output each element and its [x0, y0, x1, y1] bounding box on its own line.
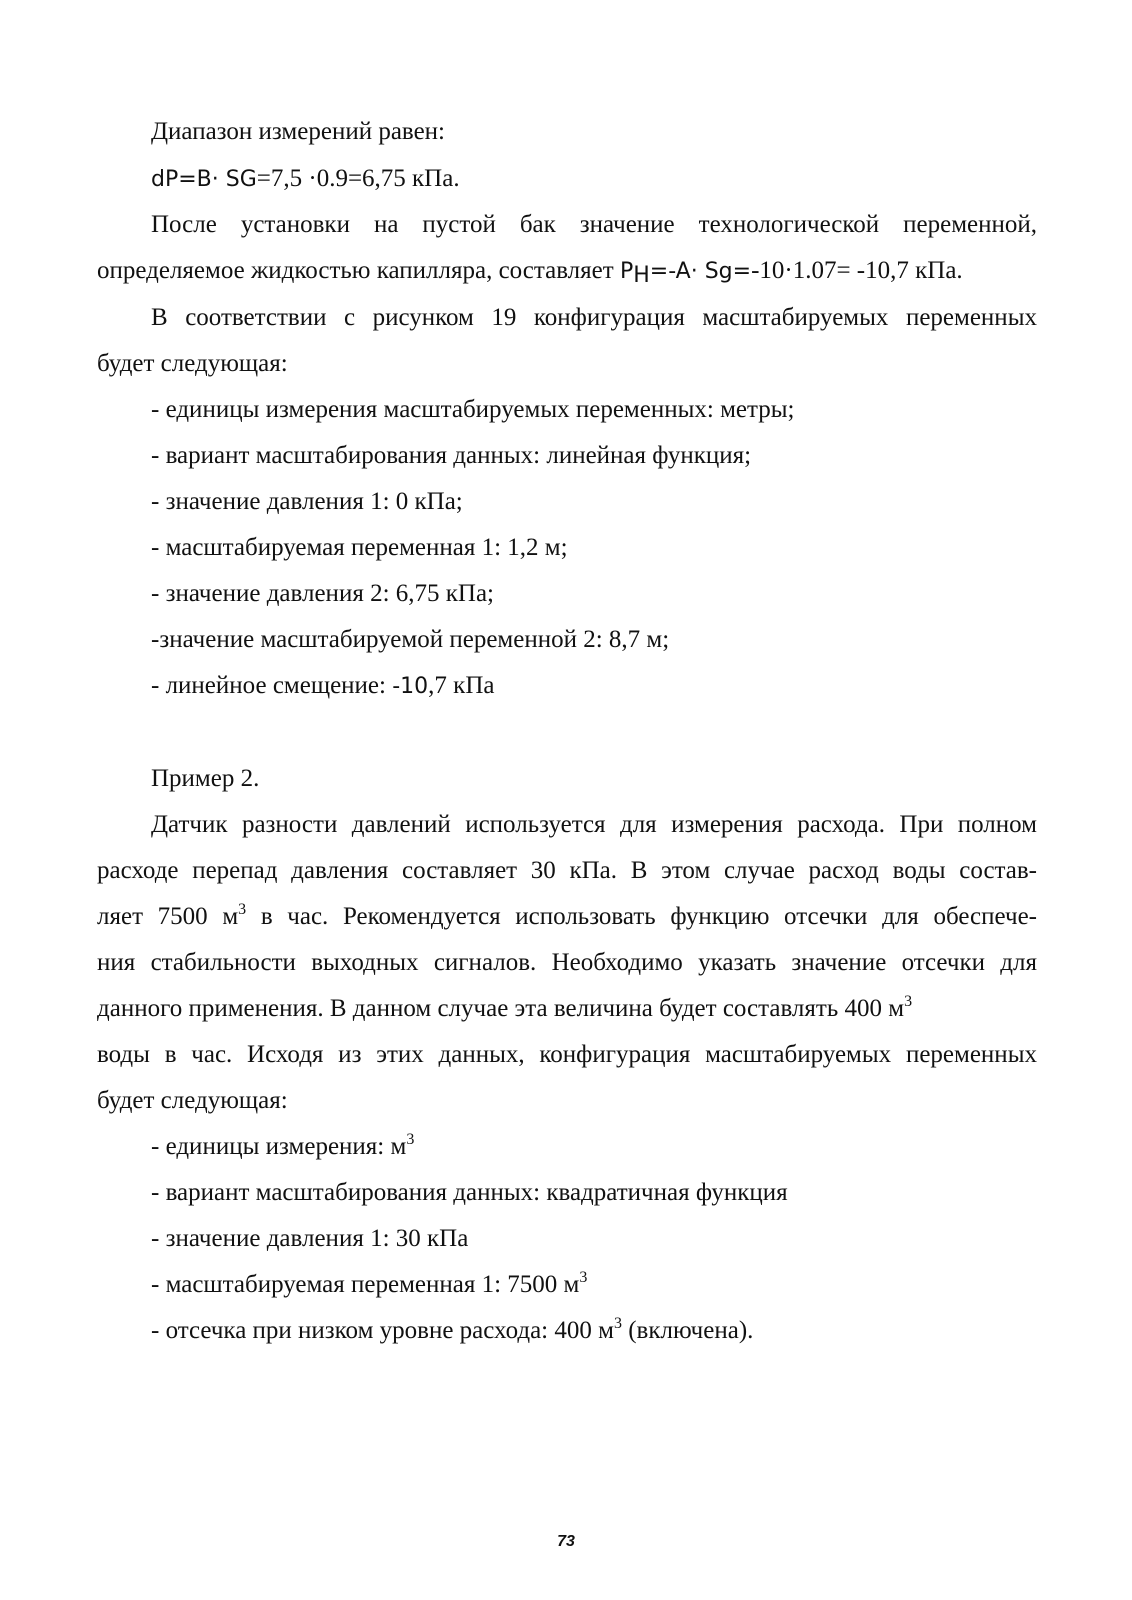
list-item: -значение масштабируемой переменной 2: 8,7 м; [151, 626, 670, 653]
page-number: 73 [557, 1533, 575, 1550]
list-item: - вариант масштабирования данных: квадратичная функция [151, 1179, 788, 1206]
list-item: - значение давления 2: 6,75 кПа; [151, 580, 495, 607]
superscript-3: 3 [904, 993, 913, 1010]
paragraph-line: данного применения. В данном случае эта величина будет составлять 400 $м^3$ [97, 993, 913, 1022]
list-item: - значение давления 1: 0 кПа; [151, 488, 463, 515]
example-heading: Пример 2. [151, 765, 260, 792]
formula-lhs: dP=B· SG [151, 167, 257, 192]
paragraph-line: определяемое жидкостью капилляра, составляет $P_H=-A\cdot Sg=-10\cdot 1.07= -10,7$ кПа. [97, 257, 963, 288]
superscript-3: 3 [579, 1269, 588, 1286]
superscript-3: 3 [613, 1315, 622, 1332]
superscript-3: 3 [406, 1131, 415, 1148]
formula-mid: =-A· Sg= [649, 259, 752, 284]
formula-subscript: H [633, 263, 650, 288]
list-item: - единицы измерения масштабируемых переменных: метры; [151, 396, 795, 423]
list-item: - линейное смещение: -10,7 кПа [151, 672, 495, 699]
formula-end: -10·1.07= -10,7 кПа. [751, 257, 963, 284]
range-formula [151, 164, 460, 195]
superscript-3: 3 [238, 901, 247, 918]
paragraph-line: ляет 7500 $м^3$ в час. Рекомендуется использовать функцию отсечки для обеспече- [97, 901, 1037, 930]
paragraph-line: После установки на пустой бак значение технологической переменной, [151, 211, 1037, 238]
paragraph-line: воды в час. Исходя из этих данных, конфигурация масштабируемых переменных [97, 1041, 1037, 1068]
list-item: - значение давления 1: 30 кПа [151, 1225, 469, 1252]
paragraph-line: Датчик разности давлений используется для измерения расхода. При полном [151, 811, 1037, 838]
formula-p: P [619, 259, 634, 284]
formula-rhs: =7,5 ·0.9=6,75 кПа. [256, 165, 460, 192]
list-item: - вариант масштабирования данных: линейная функция; [151, 442, 752, 469]
paragraph-line: В соответствии с рисунком 19 конфигурация масштабируемых переменных [151, 304, 1037, 331]
paragraph-line: будет следующая: [97, 1087, 288, 1114]
range-heading: Диапазон измерений равен: [151, 118, 446, 145]
paragraph-line: будет следующая: [97, 350, 288, 377]
list-item: - отсечка при низком уровне расхода: 400 $м^3$ (включена). [151, 1315, 754, 1344]
paragraph-line: расходе перепад давления составляет 30 кПа. В этом случае расход воды состав- [97, 857, 1037, 884]
list-item: - масштабируемая переменная 1: 7500 $м^3$ [151, 1269, 588, 1298]
list-item: - единицы измерения: $м^3$ [151, 1131, 415, 1160]
list-item: - масштабируемая переменная 1: 1,2 м; [151, 534, 568, 561]
paragraph-line: ния стабильности выходных сигналов. Необходимо указать значение отсечки для [97, 949, 1037, 976]
